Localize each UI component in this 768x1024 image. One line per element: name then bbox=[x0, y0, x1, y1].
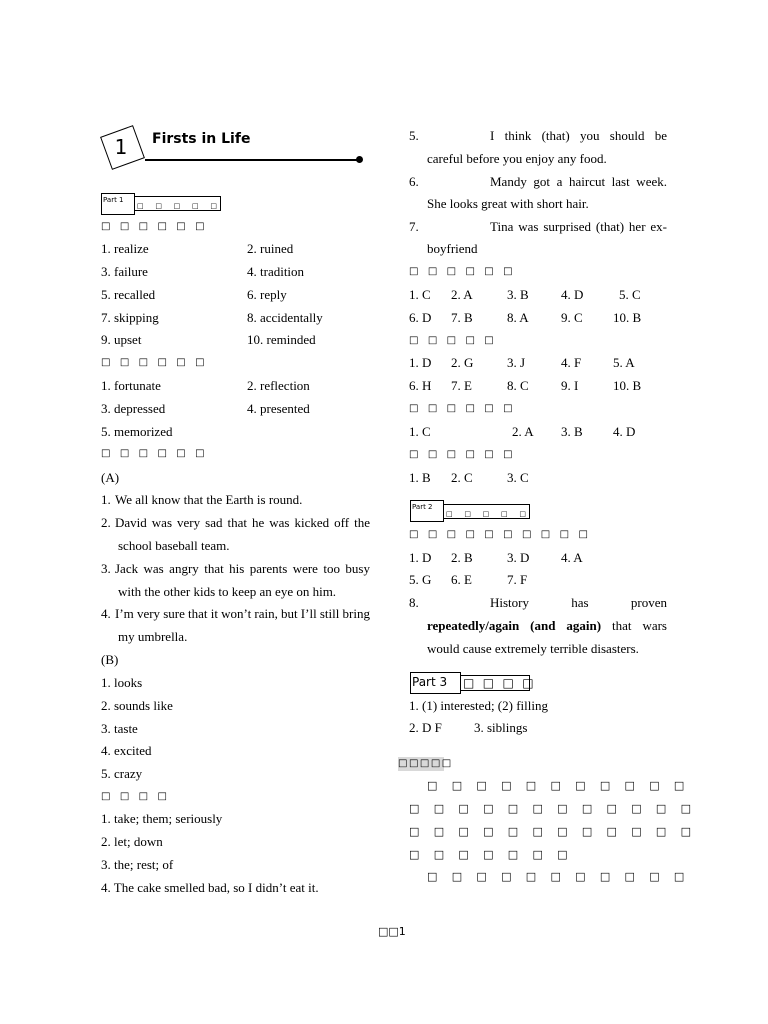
answer-item: 2. sounds like bbox=[101, 698, 173, 713]
item-number: 3. bbox=[101, 561, 111, 576]
answer-cell: 7. F bbox=[507, 572, 528, 587]
section-heading: □ □ □ □ bbox=[101, 791, 171, 802]
answer-item: 4. tradition bbox=[247, 264, 305, 279]
answer-item: 2. ruined bbox=[247, 241, 294, 256]
section-heading: □ □ □ □ □ □ bbox=[409, 449, 516, 460]
subsection-label: (A) bbox=[101, 470, 120, 485]
answer-line: I think (that) you should be bbox=[490, 128, 667, 143]
section-heading: □ □ □ □ □ □ bbox=[101, 448, 208, 459]
answer-cell: 1. D bbox=[409, 355, 432, 370]
part2-tag bbox=[410, 500, 444, 522]
answer-text: that wars bbox=[601, 618, 667, 633]
answer-item: 1. fortunate bbox=[101, 378, 161, 393]
answer-item: 1. looks bbox=[101, 675, 143, 690]
answer-cell: 3. B bbox=[507, 287, 529, 302]
part2-title: □ □ □ □ □ bbox=[446, 510, 531, 518]
item-number: 4. bbox=[101, 606, 111, 621]
answer-item: 3. siblings bbox=[474, 720, 528, 735]
part3-label: Part 3 bbox=[412, 675, 448, 689]
answer-line: Tina was surprised (that) her ex- bbox=[490, 219, 667, 234]
answer-item: 2. let; down bbox=[101, 834, 163, 849]
note-line: □ □ □ □ □ □ □ □ □ □ □ □ bbox=[409, 802, 697, 815]
item-number: 1. bbox=[101, 492, 111, 507]
unit-title: Firsts in Life bbox=[152, 131, 251, 147]
answer-item: 1. take; them; seriously bbox=[101, 811, 223, 826]
answer-cell: 5. G bbox=[409, 572, 432, 587]
title-underline bbox=[145, 159, 359, 161]
answer-line: History has proven bbox=[490, 595, 667, 610]
note-line: □ □ □ □ □ □ □ □ □ □ □ □ bbox=[409, 825, 697, 838]
note-line: □ □ □ □ □ □ □ bbox=[409, 848, 573, 861]
answer-item: 5. recalled bbox=[101, 287, 156, 302]
answer-cell: 3. D bbox=[507, 550, 530, 565]
answer-line: Mandy got a haircut last week. bbox=[490, 174, 667, 189]
answer-cell: 1. B bbox=[409, 470, 431, 485]
answer-cell: 8. A bbox=[507, 310, 529, 325]
answer-item: 5. crazy bbox=[101, 766, 143, 781]
answer-item: 4. excited bbox=[101, 743, 152, 758]
answer-line: careful before you enjoy any food. bbox=[427, 151, 607, 166]
answer-cell: 4. F bbox=[561, 355, 582, 370]
answer-line: She looks great with short hair. bbox=[427, 196, 589, 211]
part1-label: Part 1 bbox=[103, 196, 124, 204]
answer-cell: 6. D bbox=[409, 310, 432, 325]
answer-item: 1. (1) interested; (2) filling bbox=[409, 698, 548, 713]
answer-cell: 3. J bbox=[507, 355, 526, 370]
answer-item: 3. depressed bbox=[101, 401, 166, 416]
answer-cell: 2. C bbox=[451, 470, 473, 485]
answer-cell: 2. G bbox=[451, 355, 474, 370]
unit-number: 1 bbox=[114, 135, 128, 159]
answer-line: my umbrella. bbox=[118, 629, 188, 644]
section-heading: □ □ □ □ □ □ bbox=[101, 357, 208, 368]
answer-cell: 3. C bbox=[507, 470, 529, 485]
answer-line: boyfriend bbox=[427, 241, 478, 256]
note-line: □ □ □ □ □ □ □ □ □ □ □ bbox=[427, 779, 690, 792]
item-number: 5. bbox=[409, 128, 419, 143]
answer-item: 9. upset bbox=[101, 332, 142, 347]
answer-line: Jack was angry that his parents were too busy bbox=[115, 561, 370, 576]
answer-line: David was very sad that he was kicked off the bbox=[115, 515, 370, 530]
answer-item: 4. The cake smelled bad, so I didn’t eat it. bbox=[101, 880, 319, 895]
answer-item: 2. D F bbox=[409, 720, 442, 735]
answer-item: 4. presented bbox=[247, 401, 310, 416]
answer-cell: 6. E bbox=[451, 572, 472, 587]
subsection-label: (B) bbox=[101, 652, 119, 667]
answer-item: 10. reminded bbox=[247, 332, 316, 347]
answer-item: 8. accidentally bbox=[247, 310, 323, 325]
part3-title: □ □ □ □ bbox=[463, 676, 536, 690]
page-number: □□1 bbox=[378, 925, 406, 938]
answer-cell: 2. B bbox=[451, 550, 473, 565]
item-number: 6. bbox=[409, 174, 419, 189]
answer-item: 2. reflection bbox=[247, 378, 310, 393]
part2-title-box bbox=[443, 504, 530, 519]
note-line: □ □ □ □ □ □ □ □ □ □ □ bbox=[427, 870, 690, 883]
section-heading: □ □ □ □ □ bbox=[409, 335, 497, 346]
answer-cell: 9. C bbox=[561, 310, 583, 325]
answer-cell: 5. A bbox=[613, 355, 635, 370]
item-number: 2. bbox=[101, 515, 111, 530]
answer-cell: 1. C bbox=[409, 287, 431, 302]
answer-line: school baseball team. bbox=[118, 538, 230, 553]
answer-cell: 2. A bbox=[512, 424, 534, 439]
answer-cell: 4. D bbox=[561, 287, 584, 302]
answer-cell: 7. E bbox=[451, 378, 472, 393]
item-number: 8. bbox=[409, 595, 419, 610]
answer-cell: 4. A bbox=[561, 550, 583, 565]
answer-line bbox=[427, 617, 667, 635]
answer-item: 5. memorized bbox=[101, 424, 173, 439]
answer-cell: 6. H bbox=[409, 378, 432, 393]
part2-label: Part 2 bbox=[412, 503, 433, 511]
answer-cell: 4. D bbox=[613, 424, 636, 439]
answer-item: 6. reply bbox=[247, 287, 287, 302]
answer-cell: 1. D bbox=[409, 550, 432, 565]
section-heading: □ □ □ □ □ □ bbox=[101, 221, 208, 232]
answer-cell: 10. B bbox=[613, 310, 642, 325]
part1-title: □ □ □ □ □ bbox=[137, 202, 222, 210]
answer-cell: 5. C bbox=[619, 287, 641, 302]
answer-cell: 3. B bbox=[561, 424, 583, 439]
answer-cell: 8. C bbox=[507, 378, 529, 393]
title-underline-dot bbox=[356, 156, 363, 163]
part1-title-box bbox=[134, 196, 221, 211]
answer-line: I’m very sure that it won’t rain, but I’ll still bring bbox=[115, 606, 370, 621]
answer-emphasis: repeatedly/again (and again) bbox=[427, 618, 602, 633]
item-number: 7. bbox=[409, 219, 419, 234]
answer-line: with the other kids to keep an eye on him. bbox=[118, 584, 337, 599]
answer-item: 3. failure bbox=[101, 264, 148, 279]
answer-item: 3. the; rest; of bbox=[101, 857, 174, 872]
answer-item: 7. skipping bbox=[101, 310, 159, 325]
note-heading: □□□□□ bbox=[398, 758, 453, 769]
answer-item: 3. taste bbox=[101, 721, 138, 736]
answer-cell: 10. B bbox=[613, 378, 642, 393]
part3-tag bbox=[410, 672, 461, 694]
part3-title-box bbox=[460, 675, 536, 691]
answer-line: We all know that the Earth is round. bbox=[115, 492, 303, 507]
section-heading: □ □ □ □ □ □ bbox=[409, 266, 516, 277]
section-heading: □ □ □ □ □ □ □ □ □ □ bbox=[409, 529, 591, 540]
answer-line: would cause extremely terrible disasters. bbox=[427, 641, 639, 656]
answer-cell: 9. I bbox=[561, 378, 579, 393]
answer-cell: 1. C bbox=[409, 424, 431, 439]
section-heading: □ □ □ □ □ □ bbox=[409, 403, 516, 414]
answer-cell: 7. B bbox=[451, 310, 473, 325]
part1-tag bbox=[101, 193, 135, 215]
answer-item: 1. realize bbox=[101, 241, 149, 256]
answer-cell: 2. A bbox=[451, 287, 473, 302]
